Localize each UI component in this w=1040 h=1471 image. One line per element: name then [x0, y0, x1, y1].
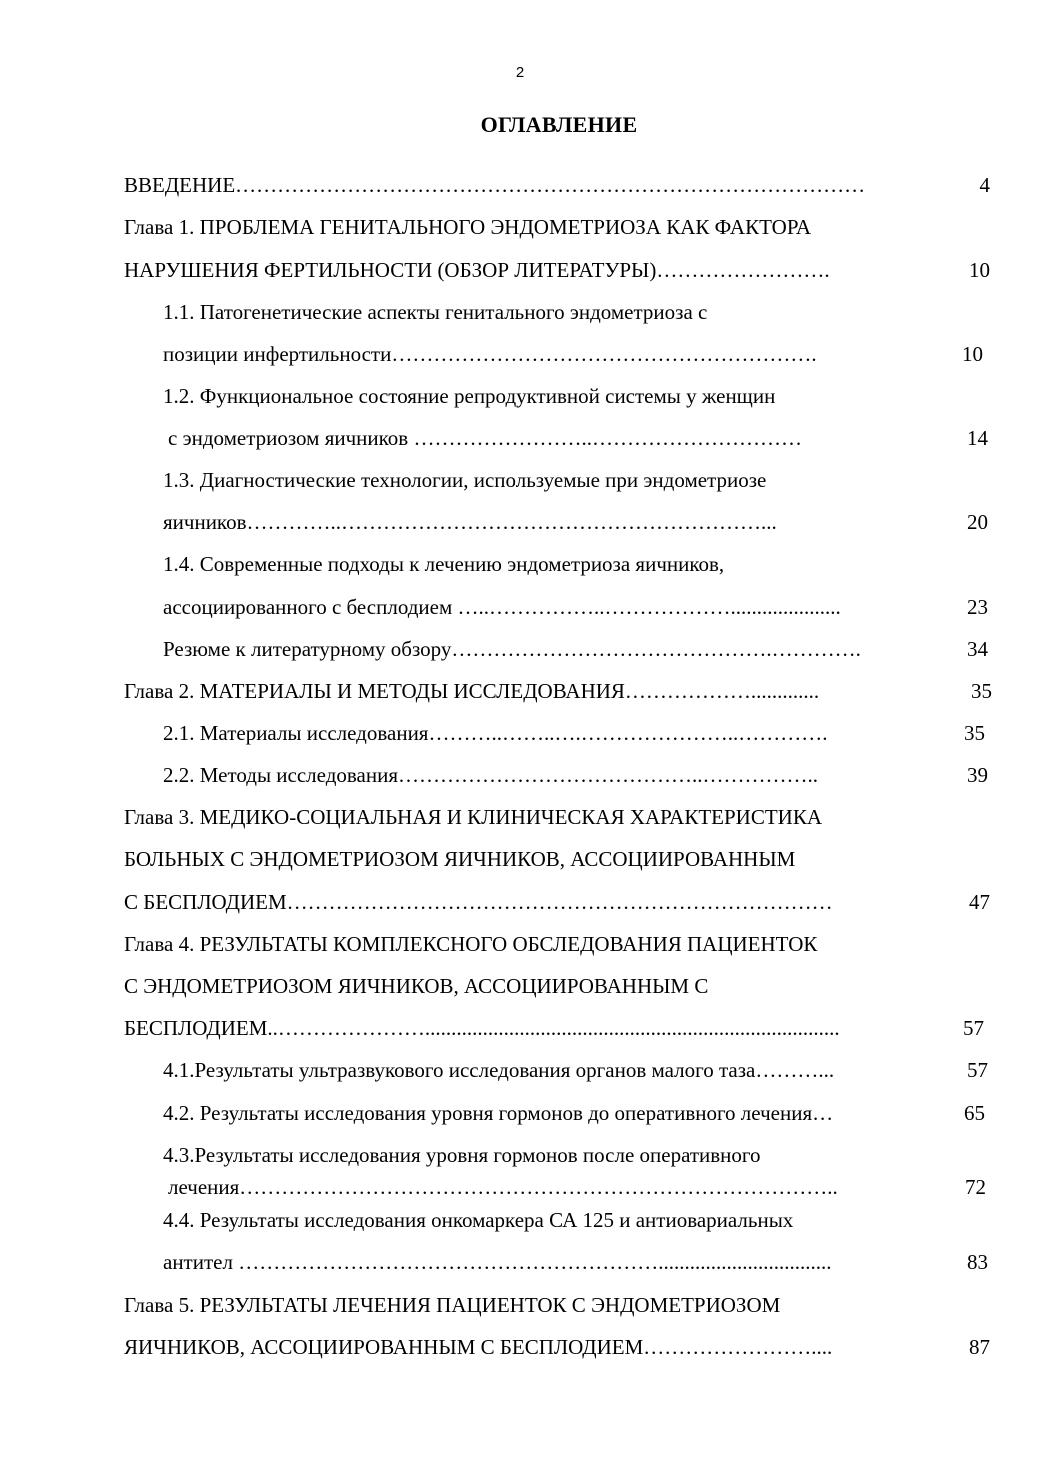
toc-entry-text: Глава 3. МЕДИКО-СОЦИАЛЬНАЯ И КЛИНИЧЕСКАЯ ХАРАКТЕРИСТИКА	[124, 805, 823, 829]
toc-entry-text: с эндометриозом яичников ……………………..…………………………	[168, 426, 802, 450]
toc-entry-2-2	[163, 762, 988, 788]
toc-entry-text: 2.2. Методы исследования……………………………………..……………..	[163, 763, 818, 787]
toc-entry-summary	[163, 636, 988, 662]
toc-entry-text: 4.1.Результаты ультразвукового исследования органов малого таза………...	[163, 1058, 835, 1082]
toc-entry-text: ВВЕДЕНИЕ………………………………………………………………………………	[124, 173, 866, 197]
toc-entry-chapter-3-cont-2	[124, 889, 990, 915]
toc-entry-text: 4.2. Результаты исследования уровня гормонов до оперативного лечения…	[163, 1101, 834, 1125]
toc-entry-chapter-5-cont	[124, 1334, 990, 1360]
toc-entry-1-3	[163, 467, 983, 493]
toc-entry-page: 10	[962, 342, 983, 366]
toc-entry-1-1	[163, 299, 983, 325]
toc-entry-text: антител …………………………………………………….................................	[163, 1250, 832, 1274]
toc-entry-text: Глава 1. ПРОБЛЕМА ГЕНИТАЛЬНОГО ЭНДОМЕТРИОЗА КАК ФАКТОРА	[124, 215, 811, 239]
toc-entry-text: БОЛЬНЫХ С ЭНДОМЕТРИОЗОМ ЯИЧНИКОВ, АССОЦИИРОВАННЫМ	[124, 847, 796, 871]
toc-entry-page: 4	[979, 173, 990, 197]
toc-entry-chapter-4-cont-2	[124, 1015, 984, 1041]
toc-entry-page: 35	[964, 721, 985, 745]
toc-entry-chapter-3-cont-1	[124, 846, 990, 872]
toc-entry-text: С ЭНДОМЕТРИОЗОМ ЯИЧНИКОВ, АССОЦИИРОВАННЫМ С	[124, 974, 709, 998]
toc-entry-page: 87	[969, 1335, 990, 1359]
toc-entry-text: 4.3.Результаты исследования уровня гормонов после оперативного	[163, 1143, 761, 1167]
toc-entry-text: Резюме к литературному обзору……………………………………….………….	[163, 637, 861, 661]
toc-entry-text: яичников…………..……………………………………………………...	[163, 510, 777, 534]
toc-entry-text: 1.4. Современные подходы к лечению эндометриоза яичников,	[163, 552, 725, 576]
toc-entry-page: 20	[967, 510, 988, 534]
toc-entry-chapter-2	[124, 678, 992, 704]
toc-entry-text: 1.2. Функциональное состояние репродуктивной системы у женщин	[163, 384, 776, 408]
toc-entry-text: Глава 4. РЕЗУЛЬТАТЫ КОМПЛЕКСНОГО ОБСЛЕДОВАНИЯ ПАЦИЕНТОК	[124, 932, 818, 956]
toc-entry-chapter-1-cont	[124, 257, 990, 283]
toc-entry-text: ассоциированного с бесплодием …..……………..……………….....................	[163, 595, 841, 619]
toc-entry-1-4-cont	[163, 594, 988, 620]
toc-entry-text: Глава 5. РЕЗУЛЬТАТЫ ЛЕЧЕНИЯ ПАЦИЕНТОК С ЭНДОМЕТРИОЗОМ	[124, 1293, 781, 1317]
toc-entry-4-2	[163, 1100, 985, 1126]
toc-entry-text: 1.1. Патогенетические аспекты генитального эндометриоза с	[163, 300, 708, 324]
toc-entry-2-1	[163, 720, 985, 746]
toc-entry-page: 14	[967, 426, 988, 450]
toc-entry-text: С БЕСПЛОДИЕМ……………………………………………………………………	[124, 890, 833, 914]
toc-entry-page: 34	[967, 637, 988, 661]
toc-entry-4-1	[163, 1057, 988, 1083]
toc-entry-page: 23	[967, 595, 988, 619]
toc-entry-4-3-cont	[168, 1174, 986, 1200]
toc-entry-text: 1.3. Диагностические технологии, используемые при эндометриозе	[163, 468, 767, 492]
toc-entry-text: БЕСПЛОДИЕМ..…………………...............................................................................	[124, 1016, 840, 1040]
toc-entry-page: 57	[967, 1058, 988, 1082]
toc-entry-text: 4.4. Результаты исследования онкомаркера СА 125 и антиовариальных	[163, 1208, 794, 1232]
toc-entry-page: 72	[965, 1175, 986, 1199]
toc-entry-page: 39	[967, 763, 988, 787]
toc-entry-text: Глава 2. МАТЕРИАЛЫ И МЕТОДЫ ИССЛЕДОВАНИЯ……………….............	[124, 679, 820, 703]
toc-entry-1-4	[163, 551, 983, 577]
toc-entry-page: 35	[971, 679, 992, 703]
toc-entry-1-2	[163, 383, 983, 409]
toc-entry-chapter-1	[124, 214, 990, 240]
toc-title: ОГЛАВЛЕНИЕ	[480, 112, 638, 137]
toc-entry-page: 47	[969, 890, 990, 914]
toc-entry-introduction	[124, 172, 990, 198]
toc-entry-page: 65	[964, 1101, 985, 1125]
toc-entry-text: НАРУШЕНИЯ ФЕРТИЛЬНОСТИ (ОБЗОР ЛИТЕРАТУРЫ)…………………….	[124, 258, 830, 282]
toc-entry-1-1-cont	[163, 341, 983, 367]
toc-entry-chapter-3	[124, 804, 990, 830]
toc-entry-chapter-4-cont-1	[124, 973, 990, 999]
toc-entry-page: 10	[969, 258, 990, 282]
toc-entry-text: ЯИЧНИКОВ, АССОЦИИРОВАННЫМ С БЕСПЛОДИЕМ……………………....	[124, 1335, 833, 1359]
toc-entry-page: 57	[963, 1016, 984, 1040]
toc-entry-text: лечения…………………………………………………………………………..	[168, 1175, 838, 1199]
toc-entry-page: 83	[967, 1250, 988, 1274]
toc-entry-1-2-cont	[168, 425, 988, 451]
toc-entry-text: 2.1. Материалы исследования………..……..….…………………..………….	[163, 721, 828, 745]
toc-entry-4-4-cont	[163, 1249, 988, 1275]
toc-entry-chapter-5	[124, 1292, 990, 1318]
toc-entry-4-3	[163, 1142, 983, 1168]
toc-entry-4-4	[163, 1207, 983, 1233]
toc-entry-chapter-4	[124, 931, 990, 957]
toc-entry-1-3-cont	[163, 509, 988, 535]
toc-entry-text: позиции инфертильности…………………………………………………….	[163, 342, 817, 366]
page-number: 2	[515, 64, 525, 81]
